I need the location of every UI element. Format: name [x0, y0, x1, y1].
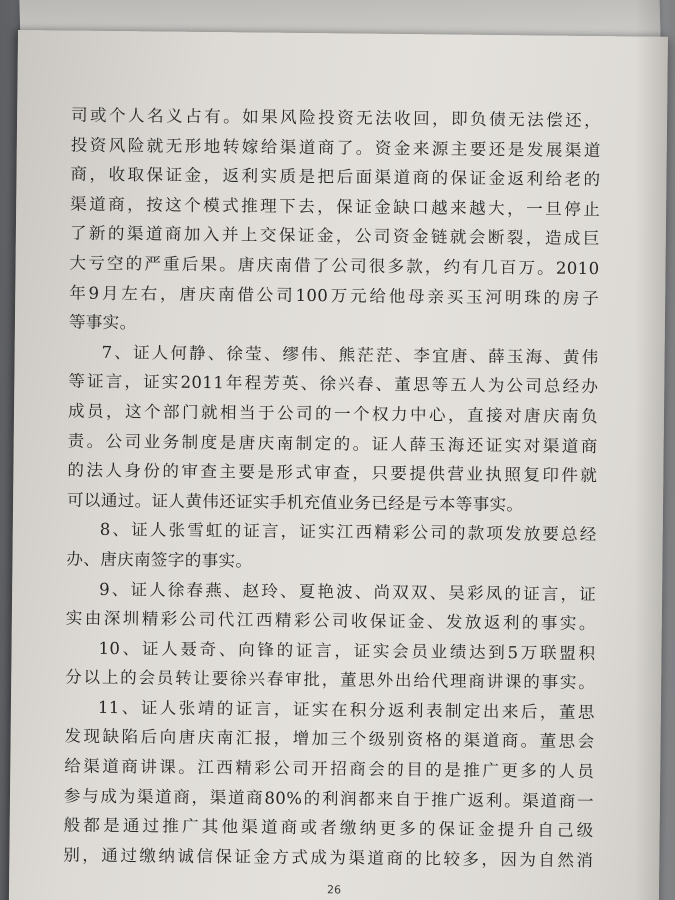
text-line: 投资风险就无形地转嫁给渠道商了。资金来源主要还是发展渠道: [70, 135, 601, 160]
text-line: 般都是通过推广其他渠道商或者缴纳更多的保证金提升自己级: [63, 815, 594, 841]
text-line: 实由深圳精彩公司代江西精彩公司收保证金、发放返利的事实。: [65, 608, 596, 634]
text-line: 成员，这个部门就相当于公司的一个权力中心，直接对唐庆南负: [67, 401, 599, 427]
text-line: 10、证人聂奇、向锋的证言，证实会员业绩达到5万联盟积: [98, 638, 596, 663]
text-line: 发现缺陷后向唐庆南汇报，增加三个级别资格的渠道商。董思会: [64, 726, 595, 752]
text-line: 参与成为渠道商，渠道商80%的利润都来自于推广返利。渠道商一: [63, 786, 595, 811]
text-line: 11、证人张靖的证言，证实在积分返利表制定出来后，董思: [97, 697, 595, 722]
text-line: 等证言，证实2011年程芳英、徐兴春、董思等五人为公司总经办: [68, 371, 599, 397]
text-line: 别，通过缴纳诚信保证金方式成为渠道商的比较多，因为自然消: [63, 845, 594, 870]
text-line: 司或个人名义占有。如果风险投资无法收回，即负债无法偿还，: [71, 105, 602, 131]
text-line: 给渠道商讲课。江西精彩公司开招商会的目的是推广更多的人员: [64, 756, 595, 782]
text-line: 了新的渠道商加入并上交保证金，公司资金链就会断裂，造成巨: [69, 223, 600, 249]
text-line: 年9月左右，唐庆南借公司100万元给他母亲买玉河明珠的房子: [69, 283, 600, 308]
page-number: 26: [326, 883, 342, 897]
text-line: 的法人身份的审查主要是形式审查，只要提供营业执照复印件就: [67, 460, 598, 486]
text-line: 可以通过。证人黄伟还证实手机充值业务已经是亏本等事实。: [66, 490, 524, 515]
text-line: 等事实。: [68, 312, 137, 333]
text-line: 7、证人何静、徐莹、缪伟、熊茫茫、李宜唐、薛玉海、黄伟: [101, 342, 599, 367]
text-line: 9、证人徐春燕、赵玲、夏艳波、尚双双、吴彩凤的证言，证: [99, 579, 597, 604]
text-line: 大亏空的严重后果。唐庆南借了公司很多款，约有几百万。2010: [69, 253, 600, 279]
body-text: [63, 101, 601, 876]
text-line: 商，收取保证金，返利实质是把后面渠道商的保证金返利给老的: [70, 164, 601, 190]
text-line: 分以上的会员转让要徐兴春审批，董思外出给代理商讲课的事实。: [65, 667, 596, 693]
text-line: 办、唐庆南签字的事实。: [66, 549, 253, 571]
text-line: 8、证人张雪虹的证言，证实江西精彩公司的款项发放要总经: [99, 520, 597, 545]
text-line: 责。公司业务制度是唐庆南制定的。证人薛玉海还证实对渠道商: [67, 431, 598, 456]
document-page: [9, 30, 668, 900]
text-line: 渠道商，按这个模式推理下去，保证金缺口越来越大，一旦停止: [70, 194, 601, 219]
